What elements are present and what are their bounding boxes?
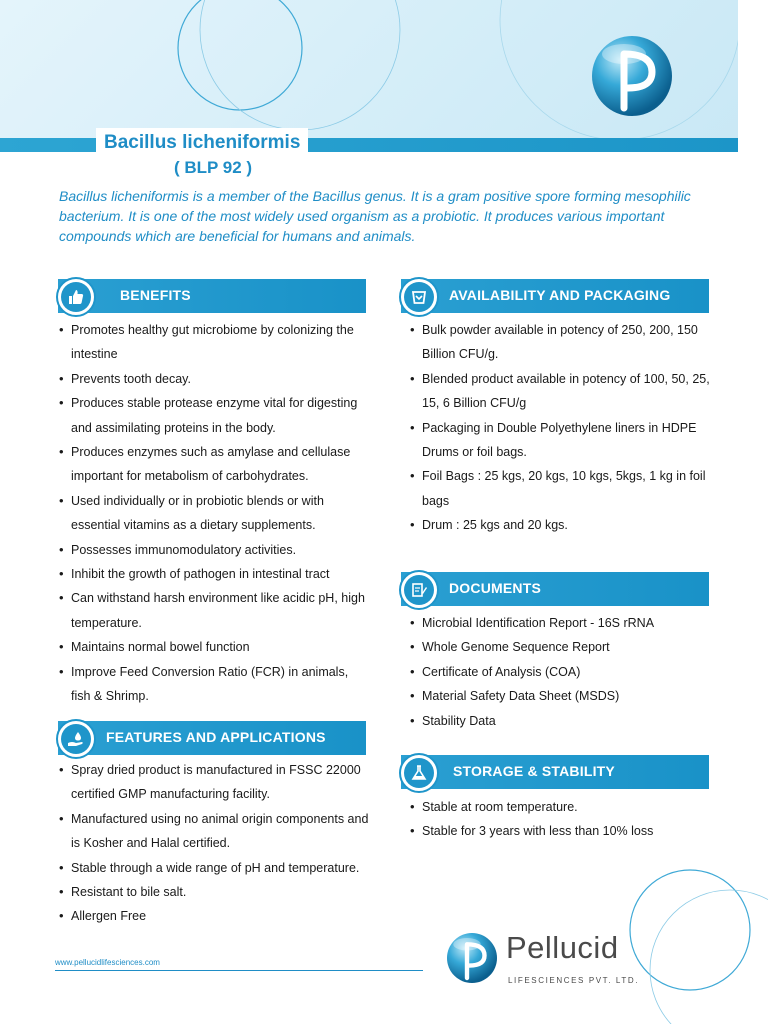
list-item: • Spray dried product is manufactured in FSSC 22000 certified GMP manufacturing facility. xyxy=(59,758,369,807)
list-item: • Blended product available in potency of 100, 50, 25, 15, 6 Billion CFU/g xyxy=(410,367,710,416)
document-edit-icon xyxy=(404,575,434,605)
availability-icon-wrap xyxy=(399,277,439,317)
list-item: • Stable at room temperature. xyxy=(410,795,710,819)
list-item: • Microbial Identification Report - 16S rRNA xyxy=(410,611,710,635)
hand-drop-icon xyxy=(61,724,91,754)
list-item: • Possesses immunomodulatory activities. xyxy=(59,538,369,562)
benefits-title: BENEFITS xyxy=(120,287,191,303)
footer-divider xyxy=(55,970,423,971)
list-item: • Stable for 3 years with less than 10% loss xyxy=(410,819,710,843)
package-icon xyxy=(404,282,434,312)
list-item: • Packaging in Double Polyethylene liners in HDPE Drums or foil bags. xyxy=(410,416,710,465)
website-link[interactable]: www.pellucidlifesciences.com xyxy=(55,958,160,967)
documents-icon-wrap xyxy=(399,570,439,610)
list-item: • Bulk powder available in potency of 250, 200, 150 Billion CFU/g. xyxy=(410,318,710,367)
features-icon-wrap xyxy=(56,719,96,759)
list-item: • Can withstand harsh environment like acidic pH, high temperature. xyxy=(59,586,369,635)
features-header xyxy=(58,721,366,755)
page-title: Bacillus licheniformis xyxy=(104,132,301,153)
list-item: • Certificate of Analysis (COA) xyxy=(410,660,710,684)
list-item: • Promotes healthy gut microbiome by colonizing the intestine xyxy=(59,318,369,367)
benefits-list xyxy=(59,318,369,709)
title-container xyxy=(96,128,308,162)
thumbs-up-icon xyxy=(61,282,91,312)
list-item: • Improve Feed Conversion Ratio (FCR) in animals, fish & Shrimp. xyxy=(59,660,369,709)
list-item: • Maintains normal bowel function xyxy=(59,635,369,659)
storage-icon-wrap xyxy=(399,753,439,793)
features-title: FEATURES AND APPLICATIONS xyxy=(106,729,326,745)
list-item: • Inhibit the growth of pathogen in intestinal tract xyxy=(59,562,369,586)
storage-list xyxy=(410,795,710,844)
list-item: • Stable through a wide range of pH and temperature. xyxy=(59,856,369,880)
list-item: • Whole Genome Sequence Report xyxy=(410,635,710,659)
documents-list xyxy=(410,611,710,733)
storage-title: STORAGE & STABILITY xyxy=(453,763,615,779)
benefits-icon-wrap xyxy=(56,277,96,317)
list-item: • Manufactured using no animal origin components and is Kosher and Halal certified. xyxy=(59,807,369,856)
list-item: • Produces stable protease enzyme vital for digesting and assimilating proteins in the body. xyxy=(59,391,369,440)
brand-name: Pellucid xyxy=(506,930,619,965)
list-item: • Drum : 25 kgs and 20 kgs. xyxy=(410,513,710,537)
availability-list xyxy=(410,318,710,538)
product-code: ( BLP 92 ) xyxy=(174,158,253,177)
availability-title: AVAILABILITY AND PACKAGING xyxy=(449,287,671,303)
list-item: • Stability Data xyxy=(410,709,710,733)
list-item: • Prevents tooth decay. xyxy=(59,367,369,391)
flask-icon xyxy=(404,758,434,788)
decorative-circles-bottom xyxy=(620,850,768,1024)
list-item: • Material Safety Data Sheet (MSDS) xyxy=(410,684,710,708)
list-item: • Allergen Free xyxy=(59,904,369,928)
features-list xyxy=(59,758,369,929)
documents-title: DOCUMENTS xyxy=(449,580,542,596)
pellucid-logo-icon xyxy=(584,28,680,124)
availability-header xyxy=(401,279,709,313)
list-item: • Foil Bags : 25 kgs, 20 kgs, 10 kgs, 5kgs, 1 kg in foil bags xyxy=(410,464,710,513)
benefits-header xyxy=(58,279,366,313)
list-item: • Resistant to bile salt. xyxy=(59,880,369,904)
intro-paragraph: Bacillus licheniformis is a member of the Bacillus genus. It is a gram positive spore forming mesophilic bacterium. It is one of the most widely used organism as a probiotic. It produces various important compounds which are beneficial for humans and animals. xyxy=(59,188,691,244)
storage-header xyxy=(401,755,709,789)
list-item: • Produces enzymes such as amylase and cellulase important for metabolism of carbohydrates. xyxy=(59,440,369,489)
list-item: • Used individually or in probiotic blends or with essential vitamins as a dietary supplements. xyxy=(59,489,369,538)
brand-subtitle: LIFESCIENCES PVT. LTD. xyxy=(508,976,640,985)
pellucid-logo-icon xyxy=(442,928,502,988)
documents-header xyxy=(401,572,709,606)
